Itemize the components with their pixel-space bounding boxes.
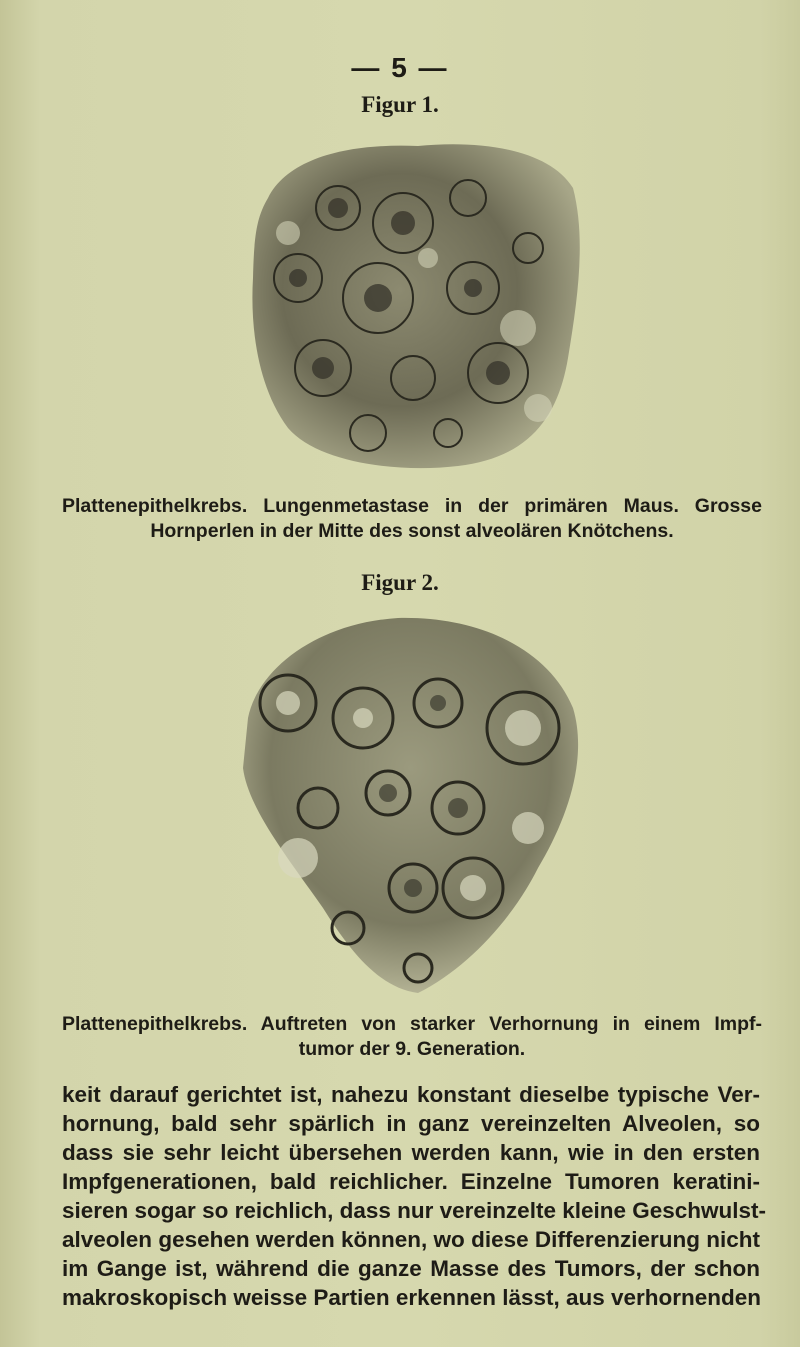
body-line: dass sie sehr leicht übersehen werden kann, wie in den ersten [62, 1140, 760, 1165]
figure-1-title: Figur 1. [361, 92, 439, 117]
body-paragraph [62, 1080, 767, 1312]
figure-1-micrograph [228, 128, 588, 473]
body-line: sieren sogar so reichlich, dass nur vereinzelte kleine Geschwulst- [62, 1198, 767, 1223]
figure-1-caption [62, 494, 762, 544]
figure-2-micrograph [228, 608, 588, 998]
page-number: — 5 — [351, 52, 449, 83]
figure-2-caption-line-1: Plattenepithelkrebs. Auftreten von starker Verhornung in einem Impf- [62, 1013, 762, 1035]
body-line: makroskopisch weisse Partien erkennen lässt, aus verhornenden [62, 1285, 762, 1310]
body-line: hornung, bald sehr spärlich in ganz vereinzelten Alveolen, so [62, 1111, 760, 1136]
body-line: alveolen gesehen werden können, wo diese Differenzierung nicht [62, 1227, 760, 1252]
figure-2-title: Figur 2. [361, 570, 439, 595]
figure-1-caption-line-1: Plattenepithelkrebs. Lungenmetastase in der primären Maus. Grosse [62, 495, 762, 517]
body-line: Impfgenerationen, bald reichlicher. Einzelne Tumoren keratini- [62, 1169, 760, 1194]
figure-2-caption-line-2: tumor der 9. Generation. [298, 1038, 526, 1060]
body-line: keit darauf gerichtet ist, nahezu konstant dieselbe typische Ver- [62, 1082, 760, 1107]
figure-2-caption [62, 1012, 762, 1062]
figure-1-caption-line-2: Hornperlen in der Mitte des sonst alveolären Knötchens. [150, 520, 674, 542]
body-line: im Gange ist, während die ganze Masse des Tumors, der schon [62, 1256, 760, 1281]
